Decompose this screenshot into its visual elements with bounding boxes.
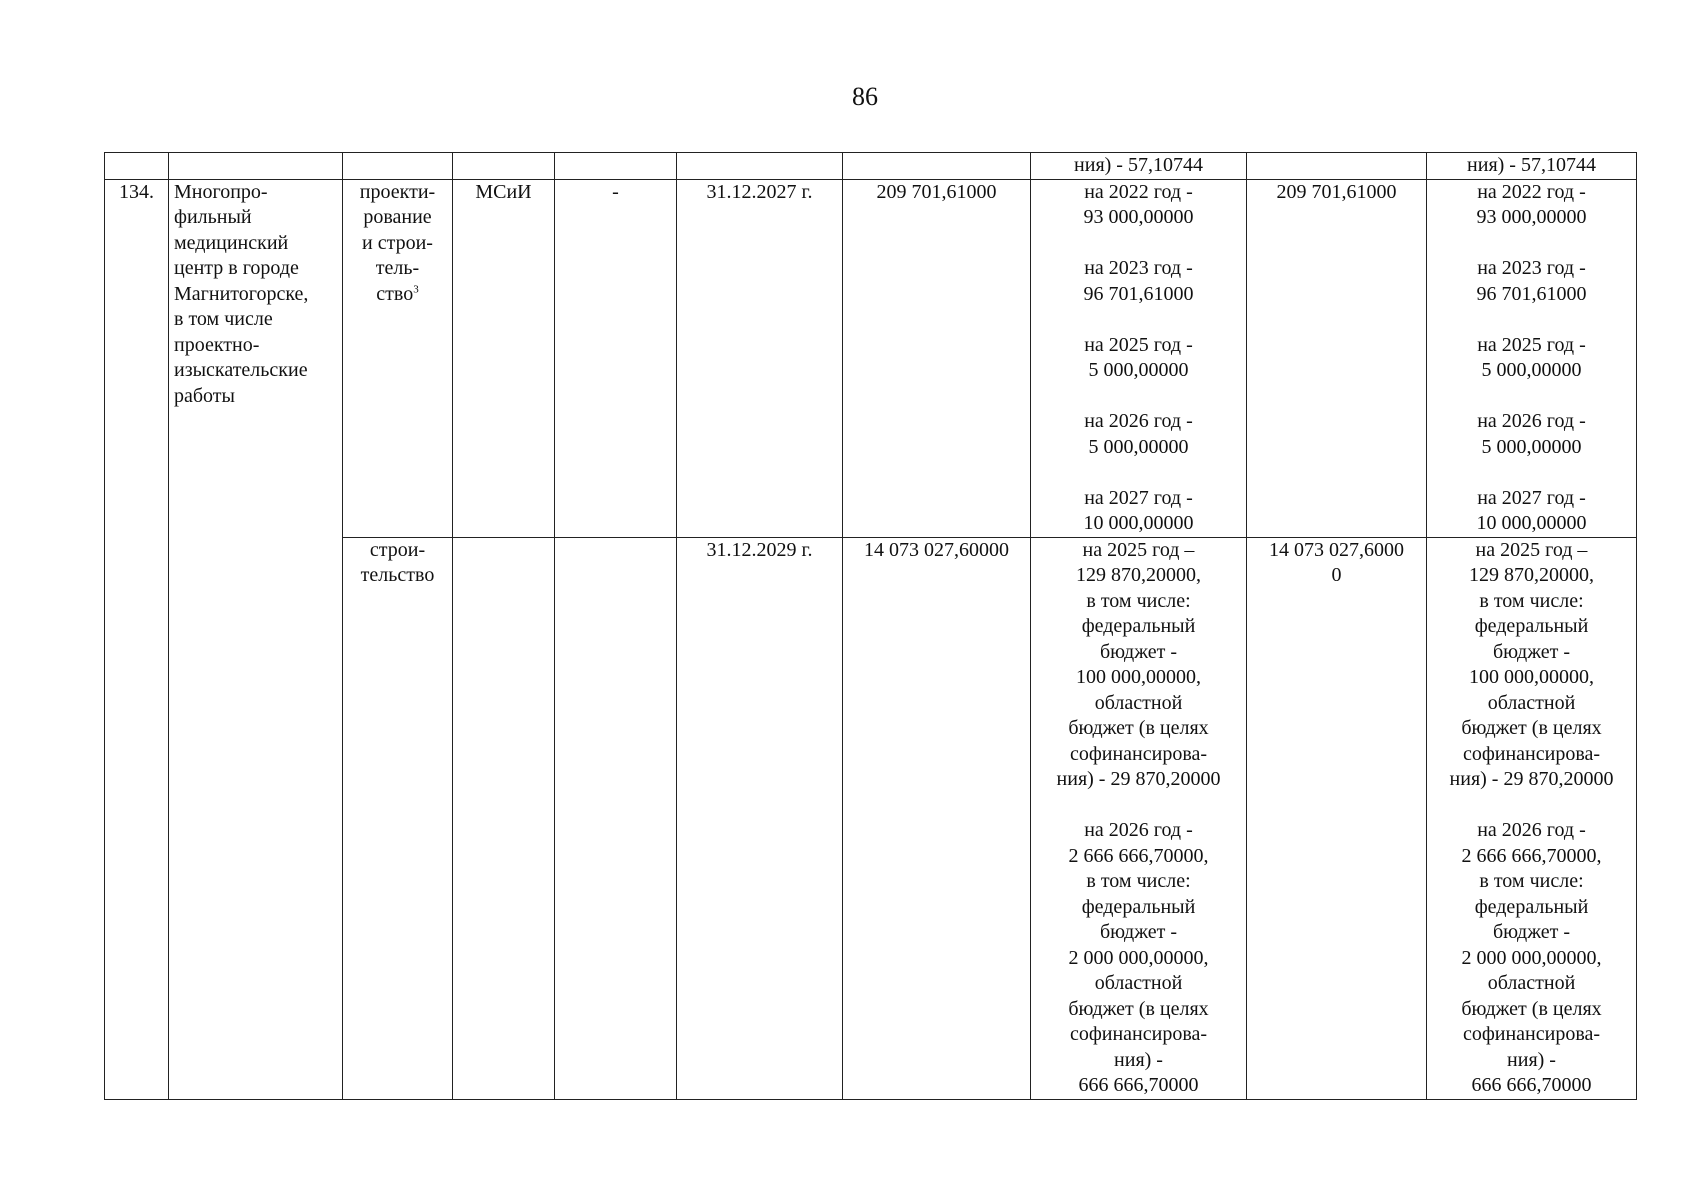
funding-schedule-2: на 2022 год - 93 000,00000 на 2023 год - 96 701,61000 на 2025 год - 5 000,00000 на 2026 год - 5 000,00000 на 2027 год - 10 000,00000 (1427, 179, 1637, 537)
cell-empty (343, 153, 453, 180)
estimated-cost: 14 073 027,60000 (843, 537, 1031, 1099)
work-type: проекти- рование и строи- тель- ство (359, 180, 436, 305)
cell-empty (453, 537, 555, 1099)
work-type-cell (343, 179, 453, 537)
footnote-marker: 3 (413, 282, 419, 295)
continuation-funding-2: ния) - 57,10744 (1427, 153, 1637, 180)
estimated-cost: 209 701,61000 (843, 179, 1031, 537)
cell-empty (1247, 153, 1427, 180)
work-type: строи- тельство (343, 537, 453, 1099)
continuation-funding: ния) - 57,10744 (1031, 153, 1247, 180)
page-number: 86 (852, 82, 878, 111)
deadline: 31.12.2029 г. (677, 537, 843, 1099)
funding-schedule: на 2025 год – 129 870,20000, в том числе: федеральный бюджет - 100 000,00000, областной бюджет (в целях софинансирова- ния) - 29 870,20000 на 2026 год - 2 666 666,70000, в том числе: федеральный бюджет - 2 000 000,00000, областной бюджет (в целях софинансирова- ния) - 666 666,70000 (1031, 537, 1247, 1099)
cell-empty (677, 153, 843, 180)
cell-empty (453, 153, 555, 180)
investment-objects-table (104, 152, 1637, 1100)
row-number: 134. (105, 179, 169, 1099)
continuation-row (105, 153, 1637, 180)
cell-empty (555, 537, 677, 1099)
object-name: Многопро- фильный медицинский центр в городе Магнитогорске, в том числе проектно- изыскательские работы (169, 179, 343, 1099)
funding-schedule: на 2022 год - 93 000,00000 на 2023 год - 96 701,61000 на 2025 год - 5 000,00000 на 2026 год - 5 000,00000 на 2027 год - 10 000,00000 (1031, 179, 1247, 537)
funding-schedule-2: на 2025 год – 129 870,20000, в том числе: федеральный бюджет - 100 000,00000, областной бюджет (в целях софинансирова- ния) - 29 870,20000 на 2026 год - 2 666 666,70000, в том числе: федеральный бюджет - 2 000 000,00000, областной бюджет (в целях софинансирова- ния) - 666 666,70000 (1427, 537, 1637, 1099)
estimated-cost-2: 14 073 027,6000 0 (1247, 537, 1427, 1099)
deadline: 31.12.2027 г. (677, 179, 843, 537)
cell-empty (169, 153, 343, 180)
estimated-cost-2: 209 701,61000 (1247, 179, 1427, 537)
cell-empty (555, 153, 677, 180)
cell-dash: - (555, 179, 677, 537)
organization: МСиИ (453, 179, 555, 537)
table-row-stage-1 (105, 179, 1637, 537)
cell-empty (105, 153, 169, 180)
cell-empty (843, 153, 1031, 180)
